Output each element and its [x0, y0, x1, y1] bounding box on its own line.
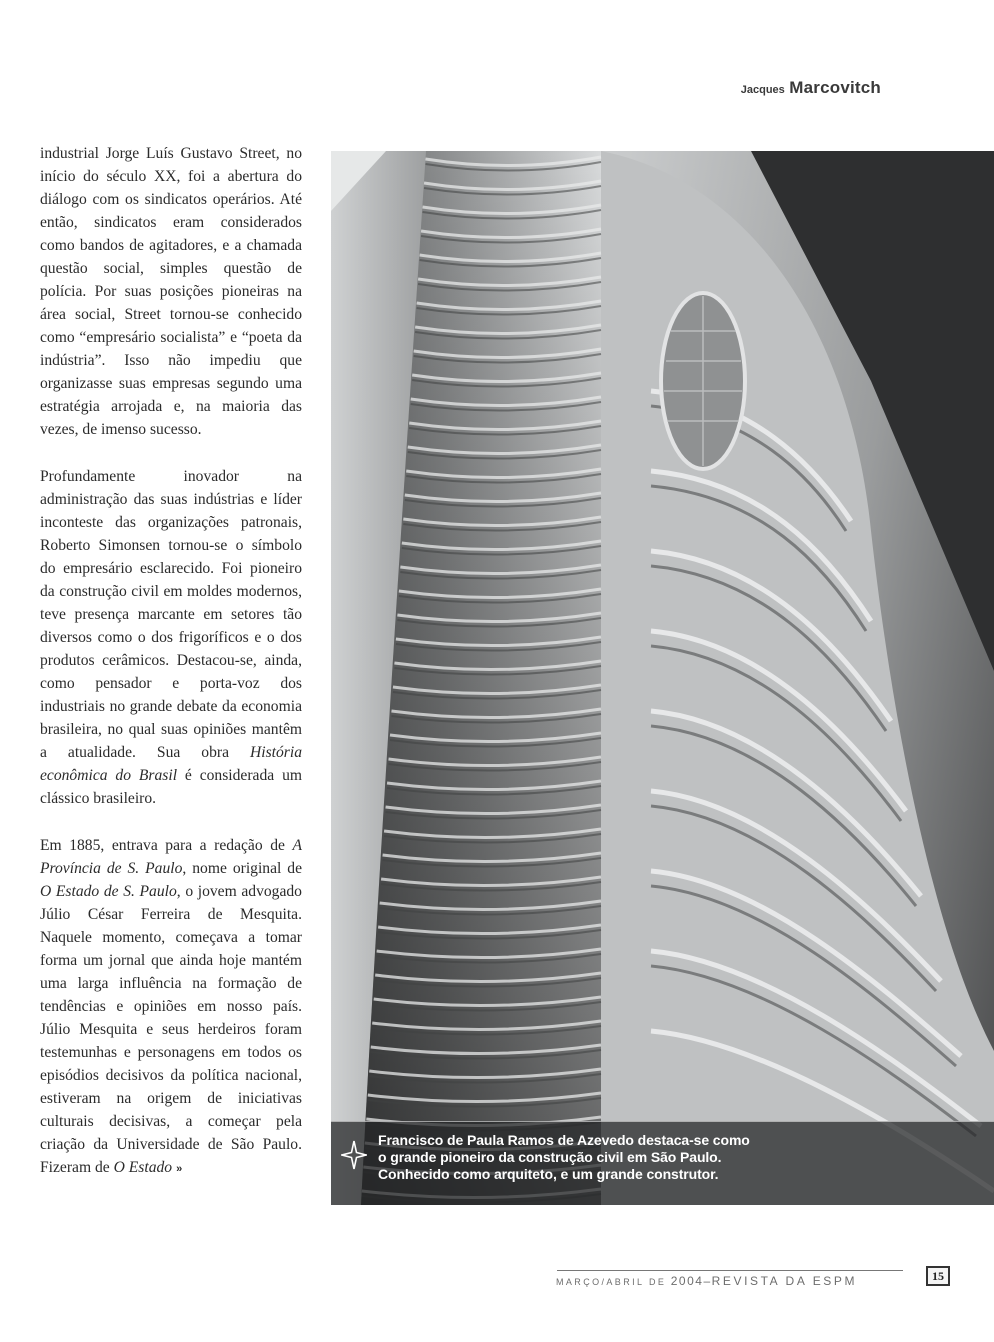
paragraph-3-text-b: , nome original de — [182, 860, 302, 877]
photo-caption — [331, 1121, 994, 1205]
page-footer — [556, 1272, 857, 1290]
newspaper-title-old: A Província de S. Paulo — [40, 837, 302, 877]
paragraph-3 — [40, 834, 302, 1181]
newspaper-title-new: O Estado de S. Paulo — [40, 883, 177, 900]
newspaper-title-short: O Estado — [113, 1159, 173, 1176]
article-column — [40, 142, 302, 1181]
caption-line: Francisco de Paula Ramos de Azevedo destaca-se como — [378, 1132, 750, 1148]
footer-date: MARÇO/ABRIL DE — [556, 1277, 667, 1287]
page-number: 15 — [926, 1266, 950, 1286]
paragraph-2-text-a: Profundamente inovador na administração das suas indústrias e líder inconteste das organizações patronais, Roberto Simonsen tornou-se o símbolo do empresário esclarecido. Foi pioneiro da construção civil em moldes modernos, teve presença marcante em setores tão diversos como o dos frigoríficos e o dos produtos cerâmicos. Destacou-se, ainda, como pensador e porta-voz dos industriais no grande debate da economia brasileira, no qual suas opiniões mantêm a atualidade. Sua obra — [40, 468, 302, 761]
paragraph-3-text-a: Em 1885, entrava para a redação de — [40, 837, 293, 854]
continue-mark-icon: » — [176, 1163, 183, 1175]
paragraph-2-text-b: é considerada um clássico brasileiro. — [40, 767, 302, 807]
caption-text — [378, 1132, 978, 1183]
author-last-name: Marcovitch — [789, 78, 881, 97]
author-first-name: Jacques — [740, 84, 785, 96]
running-header — [741, 78, 881, 98]
footer-rule — [557, 1270, 903, 1271]
footer-separator: – — [703, 1274, 712, 1288]
caption-line: Conhecido como arquiteto, e um grande construtor. — [378, 1166, 719, 1182]
building-illustration — [331, 151, 994, 1205]
caption-line: o grande pioneiro da construção civil em São Paulo. — [378, 1149, 722, 1165]
footer-magazine: REVISTA DA ESPM — [711, 1274, 858, 1288]
paragraph-1: industrial Jorge Luís Gustavo Street, no início do século XX, foi a abertura do diálogo com os sindicatos operários. Até então, sindicatos eram considerados como bandos de agitadores, e a chamada questão social, simples questão de polícia. Por suas posições pioneiras na área social, Street tornou-se conhecido como “empresário socialista” e “poeta da indústria”. Isso não impediu que organizasse suas empresas segundo uma estratégia arrojada e, na maioria das vezes, de imenso sucesso. — [40, 145, 302, 438]
footer-year: 2004 — [670, 1274, 704, 1288]
building-photo — [331, 151, 994, 1205]
book-title: História econômica do Brasil — [40, 744, 302, 784]
paragraph-3-text-c: , o jovem advogado Júlio César Ferreira de Mesquita. Naquele momento, começava a tomar forma um jornal que ainda hoje mantém uma larga influência na formação de tendências e opiniões em nosso país. Júlio Mesquita e seus herdeiros foram testemunhas e personagens em todos os episódios decisivos da política nacional, estiveram na origem de iniciativas culturais decisivas, a começar pela criação da Universidade de São Paulo. Fizeram de — [40, 883, 302, 1176]
paragraph-2 — [40, 465, 302, 810]
four-point-star-icon — [341, 1140, 367, 1170]
